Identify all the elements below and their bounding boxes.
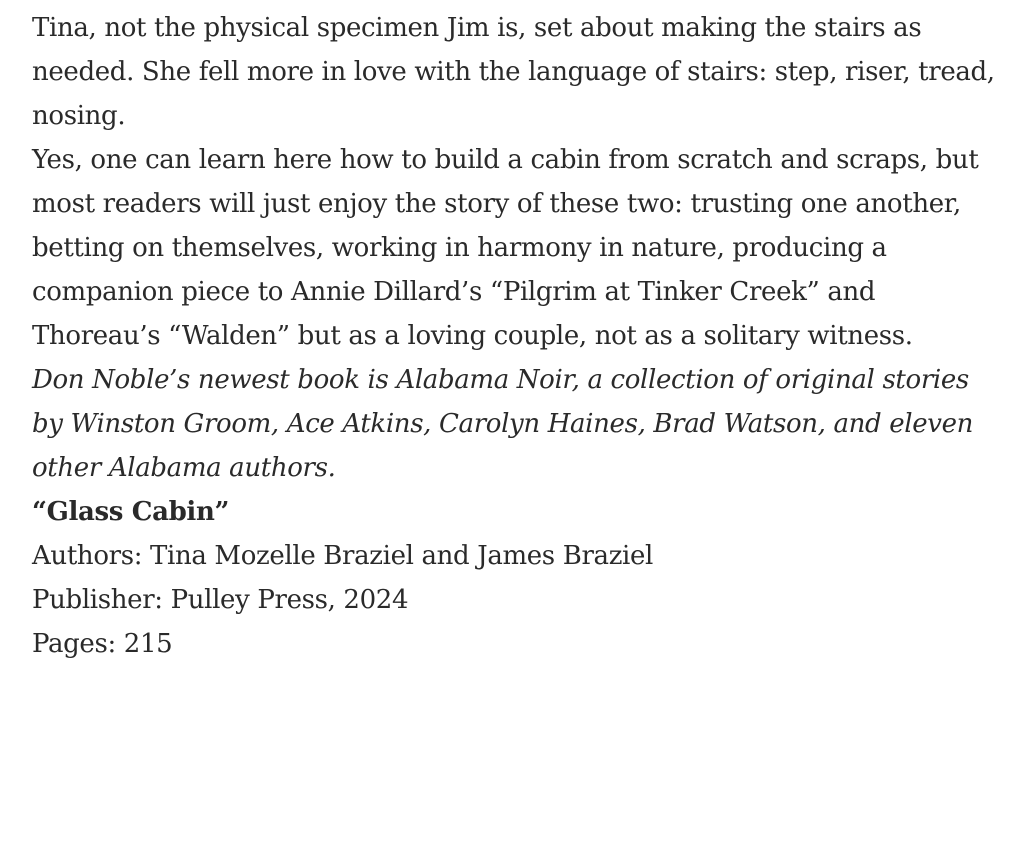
author-note: Don Noble’s newest book is Alabama Noir, a collection of original stories by Winston Groom, Ace Atkins, Carolyn Haines, Brad Watson, and eleven other Alabama authors. <box>32 365 974 483</box>
book-publisher: Publisher: Pulley Press, 2024 <box>32 585 409 615</box>
book-authors: Authors: Tina Mozelle Braziel and James Braziel <box>32 541 654 571</box>
paragraph-cabin-story: Yes, one can learn here how to build a cabin from scratch and scraps, but most readers will just enjoy the story of these two: trusting one another, betting on themselves, working in harmony in nature, producing a companion piece to Annie Dillard’s “Pilgrim at Tinker Creek” and Thoreau’s “Walden” but as a loving couple, not as a solitary witness. <box>32 145 979 351</box>
book-pages: Pages: 215 <box>32 629 173 659</box>
paragraph-stairs: Tina, not the physical specimen Jim is, set about making the stairs as needed. She fell more in love with the language of stairs: step, riser, tread, nosing. <box>32 13 995 131</box>
book-title: “Glass Cabin” <box>32 497 230 527</box>
